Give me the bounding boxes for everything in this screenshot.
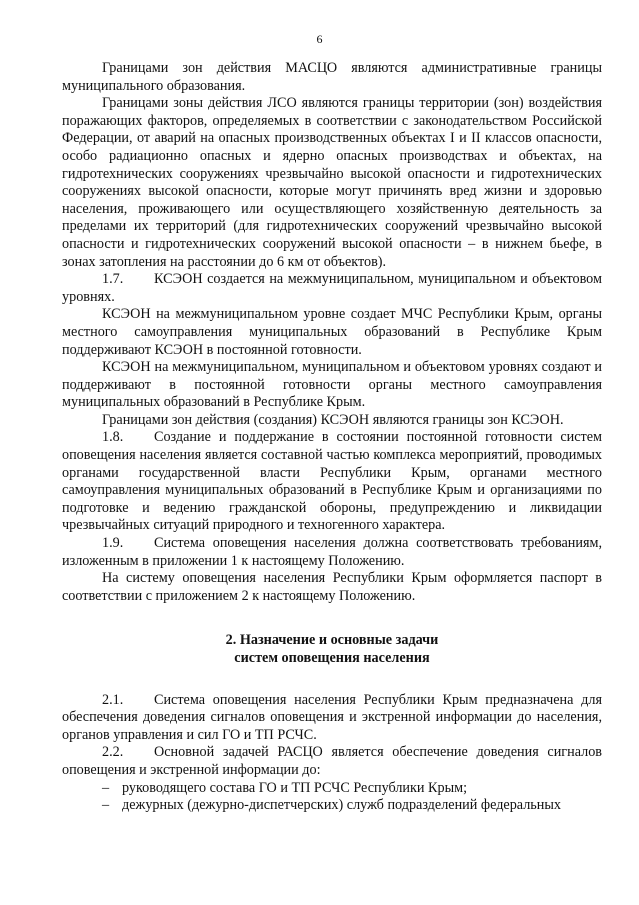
- item-number: 1.9.: [102, 535, 124, 552]
- section-heading: [62, 632, 602, 667]
- item-text: Создание и поддержание в состоянии постоянной готовности систем оповещения населения является составной частью комплекса мероприятий, проводимых органами государственной власти Республики Крым, органами местного самоуправления муниципальных образований в Республике Крым и организациями по подготовке и ведению гражданской обороны, предупреждению и ликвидации чрезвычайных ситуаций природного и техногенного характера.: [62, 429, 602, 534]
- item-1-9: [62, 535, 602, 570]
- item-text: КСЭОН создается на межмуниципальном, муниципальном и объектовом уровнях.: [62, 271, 602, 305]
- paragraph-kseon-support: КСЭОН на межмуниципальном, муниципальном и объектовом уровнях создают и поддерживают в постоянной готовности органы местного самоуправления муниципальных образований в Республике Крым.: [62, 359, 602, 411]
- item-number: 1.8.: [102, 429, 124, 446]
- item-number: 2.1.: [102, 691, 124, 708]
- paragraph-masco-zones: Границами зон действия МАСЦО являются административные границы муниципального образования.: [62, 60, 602, 94]
- section-title-line-1: 2. Назначение и основные задачи: [225, 632, 439, 649]
- item-1-7: [62, 271, 602, 306]
- list-item: [62, 797, 602, 815]
- paragraph-passport: На систему оповещения населения Республики Крым оформляется паспорт в соответствии с приложением 2 к настоящему Положению.: [62, 570, 602, 604]
- list-item: [62, 780, 602, 798]
- list-item-text: дежурных (дежурно-диспетчерских) служб подразделений федеральных: [122, 797, 562, 814]
- item-number: 1.7.: [102, 271, 124, 288]
- item-text: Система оповещения населения Республики Крым предназначена для обеспечения доведения сигналов оповещения и экстренной информации до населения, органов управления и сил ГО и ТП РСЧС.: [62, 691, 602, 743]
- item-1-8: [62, 429, 602, 535]
- item-2-2: [62, 744, 602, 779]
- paragraph-lso-zones: Границами зоны действия ЛСО являются границы территории (зон) воздействия поражающих факторов, определяемых в соответствии с законодательством Российской Федерации, от аварий на опасных производственных объектах I и II классов опасности, особо радиационно опасных и ядерно опасных производствах и объектах, на гидротехнических сооружениях чрезвычайно высокой опасности и гидротехнических сооружениях высокой опасности, которые могут причинять вред жизни и здоровью населения, проживающего или осуществляющего хозяйственную деятельность за пределами их территорий (для гидротехнических сооружений чрезвычайно высокой опасности и гидротехнических сооружений высокой опасности – в нижнем бьефе, в зонах затопления на расстоянии до 6 км от объектов).: [62, 95, 602, 270]
- item-text: Система оповещения населения должна соответствовать требованиям, изложенным в приложении 1 к настоящему Положению.: [62, 535, 602, 569]
- paragraph-kseon-borders: Границами зон действия (создания) КСЭОН являются границы зон КСЭОН.: [102, 411, 564, 428]
- list-item-text: руководящего состава ГО и ТП РСЧС Республики Крым;: [122, 779, 468, 796]
- section-title-line-2: систем оповещения населения: [234, 650, 430, 666]
- page-number: 6: [316, 32, 323, 46]
- paragraph-kseon-intermunicipal: КСЭОН на межмуниципальном уровне создает МЧС Республики Крым, органы местного самоуправления муниципальных образований в Республике Крым поддерживают КСЭОН в постоянной готовности.: [62, 306, 602, 358]
- document-body: [62, 60, 602, 815]
- item-number: 2.2.: [102, 744, 124, 761]
- dash-marker: –: [102, 779, 110, 796]
- dash-marker: –: [102, 797, 110, 814]
- item-2-1: [62, 692, 602, 745]
- item-text: Основной задачей РАСЦО является обеспечение доведения сигналов оповещения и экстренной информации до:: [62, 744, 602, 778]
